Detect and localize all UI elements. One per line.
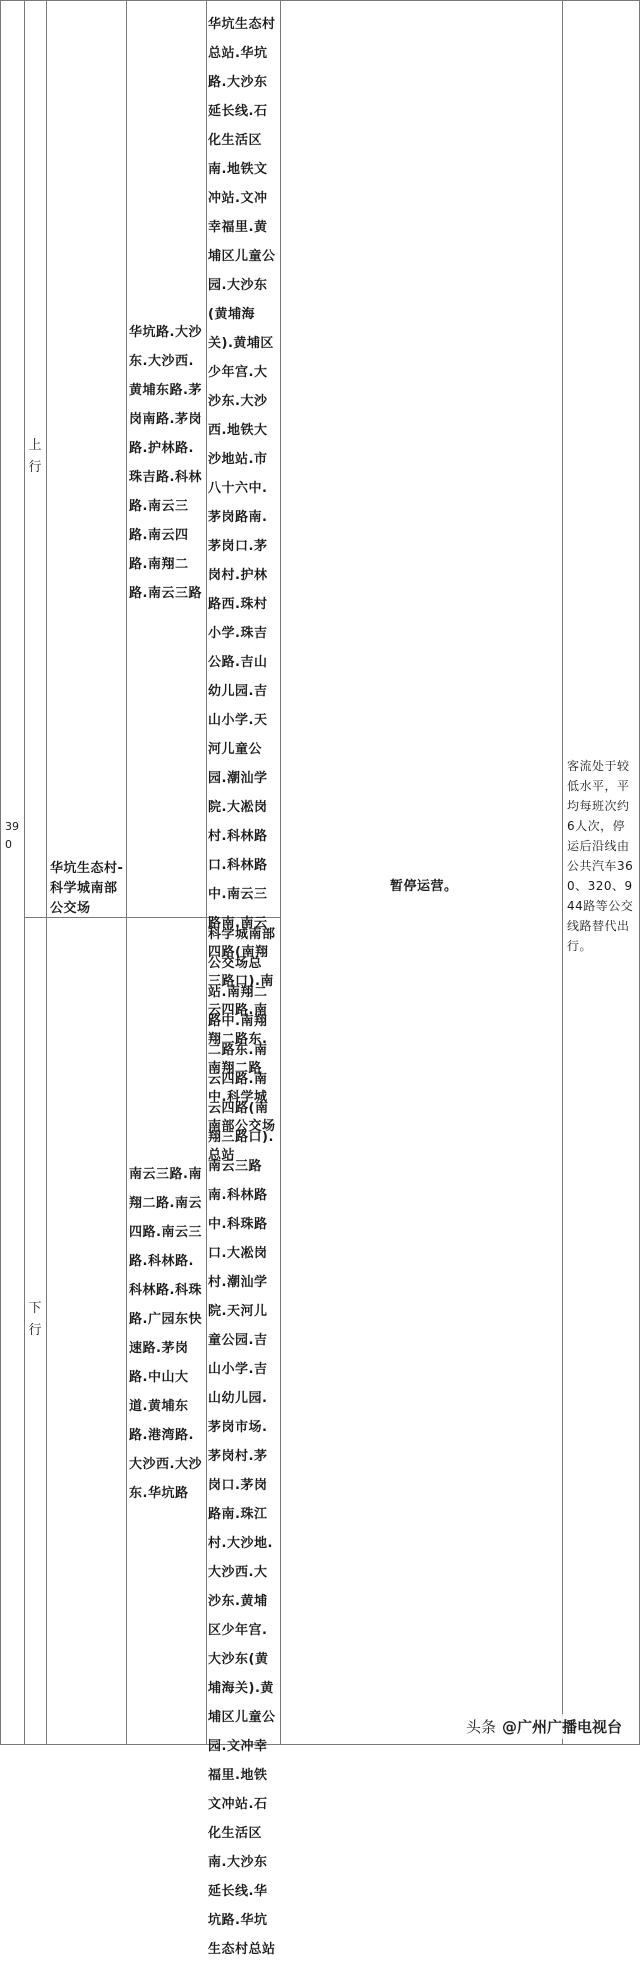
down-stops: 科学城南部公交场总站.南翔二路中.南翔二路东.南云四路.南云四路(南翔三路口).南云三路南.科林路中.科珠路口.大凇岗村.潮汕学院.天河儿童公园.吉山小学.吉山幼儿园.茅岗市场.茅岗村.茅岗口.茅岗路南.珠江村.大沙地.大沙西.大沙东.黄埔区少年宫.大沙东(黄埔海关).黄埔区儿童公园.文冲幸福里.地铁文冲站.石化生活区南.大沙东延长线.华坑路.华坑生态村总站 <box>208 927 276 1957</box>
down-roads: 南云三路.南翔二路.南云四路.南云三路.科林路.科林路.科珠路.广园东快速路.茅岗路.中山大道.黄埔东路.港湾路.大沙西.大沙东.华坑路 <box>129 1167 202 1501</box>
direction-up-label: 上行 <box>28 438 42 475</box>
watermark-prefix: 头条 <box>465 1718 496 1736</box>
route-terminals: 华坑生态村-科学城南部公交场 <box>50 861 124 916</box>
watermark-account: @广州广播电视台 <box>501 1718 622 1736</box>
direction-down-label: 下行 <box>28 1301 42 1338</box>
route-status: 暂停运营。 <box>390 879 458 894</box>
source-watermark <box>462 1714 626 1739</box>
route-note: 客流处于较低水平，平均每班次约6人次，停运后沿线由公共汽车360、320、944路等公交线路替代出行。 <box>567 759 634 953</box>
route-number: 390 <box>5 820 19 851</box>
up-stops: 华坑生态村总站.华坑路.大沙东延长线.石化生活区南.地铁文冲站.文冲幸福里.黄埔区儿童公园.大沙东(黄埔海关).黄埔区少年宫.大沙东.大沙西.地铁大沙地站.市八十六中.茅岗路南.茅岗口.茅岗村.护林路西.珠村小学.珠吉公路.吉山幼儿园.吉山小学.天河儿童公园.潮汕学院.大凇岗村.科林路口.科林路中.南云三路南.南云四路(南翔三路口).南云四路.南翔二路东.南翔二路中.科学城南部公交场总站 <box>208 17 276 1163</box>
up-roads: 华坑路.大沙东.大沙西.黄埔东路.茅岗南路.茅岗路.护林路.珠吉路.科林路.南云三路.南云四路.南翔二路.南云三路 <box>129 325 202 601</box>
